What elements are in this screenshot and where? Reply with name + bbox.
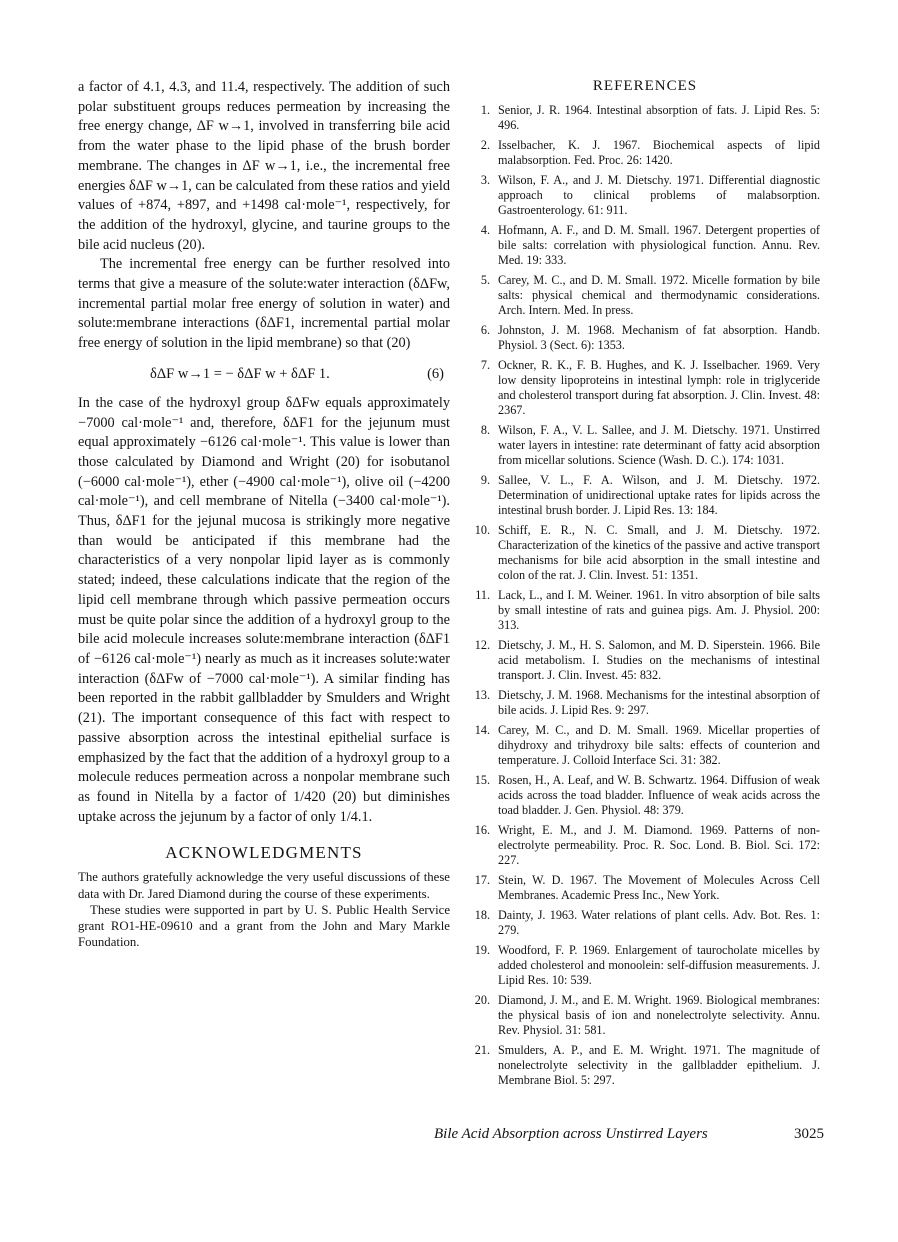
- reference-number: 2.: [480, 138, 490, 152]
- reference-text: Dietschy, J. M., H. S. Salomon, and M. D. Siperstein. 1966. Bile acid metabolism. I. Studies on the mechanisms of intestinal transport. J. Clin. Invest. 45: 832.: [498, 638, 820, 682]
- reference-text: Isselbacher, K. J. 1967. Biochemical aspects of lipid malabsorption. Fed. Proc. 26: 1420.: [498, 138, 820, 167]
- reference-number: 1.: [480, 103, 490, 117]
- reference-text: Senior, J. R. 1964. Intestinal absorption of fats. J. Lipid Res. 5: 496.: [498, 103, 820, 132]
- reference-text: Wilson, F. A., and J. M. Dietschy. 1971. Differential diagnostic approach to clinical problems of malabsorption. Gastroenterology. 61: 911.: [498, 173, 820, 217]
- body-paragraph-1: a factor of 4.1, 4.3, and 11.4, respectively. The addition of such polar substituent groups reduces permeation by increasing the free energy change, ΔF w→1, involved in transferring bile acid from the water phase to the lipid phase of the brush border membrane. The changes in ΔF w→1, i.e., the incremental free energies δΔF w→1, can be calculated from these ratios and yield values of +874, +897, and +1498 cal·mole⁻¹, respectively, for the addition of the hydroxyl, glycine, and taurine groups to the bile acid nucleus (20).: [78, 79, 450, 253]
- reference-text: Sallee, V. L., F. A. Wilson, and J. M. Dietschy. 1972. Determination of unidirectional uptake rates for lipids across the intestinal brush border. J. Lipid Res. 13: 184.: [498, 473, 820, 517]
- reference-number: 7.: [480, 358, 490, 372]
- reference-item: [470, 103, 820, 133]
- reference-item: [470, 473, 820, 518]
- reference-number: 16.: [474, 823, 490, 837]
- reference-text: Hofmann, A. F., and D. M. Small. 1967. Detergent properties of bile salts: correlation with physiological function. Annu. Rev. Med. 19: 333.: [498, 223, 820, 267]
- acknowledgments-section: [78, 869, 450, 950]
- reference-number: 21.: [474, 1043, 490, 1057]
- reference-item: [470, 523, 820, 583]
- reference-item: [470, 173, 820, 218]
- reference-item: [470, 588, 820, 633]
- acknowledgments-heading: ACKNOWLEDGMENTS: [165, 843, 363, 863]
- reference-text: Stein, W. D. 1967. The Movement of Molecules Across Cell Membranes. Academic Press Inc., New York.: [498, 873, 820, 902]
- equation-body: δΔF w→1 = − δΔF w + δΔF 1.: [150, 365, 330, 382]
- reference-number: 14.: [474, 723, 490, 737]
- reference-item: [470, 273, 820, 318]
- ack-paragraph-1: The authors gratefully acknowledge the very useful discussions of these data with Dr. Jared Diamond during the course of these experiments.: [78, 870, 450, 901]
- ack-paragraph-2: These studies were supported in part by U. S. Public Health Service grant RO1-HE-09610 and a grant from the John and Mary Markle Foundation.: [78, 902, 450, 950]
- reference-text: Wright, E. M., and J. M. Diamond. 1969. Patterns of non-electrolyte permeability. Proc. R. Soc. Lond. B. Biol. Sci. 172: 227.: [498, 823, 820, 867]
- page-number: 3025: [794, 1126, 824, 1142]
- reference-item: [470, 423, 820, 468]
- reference-number: 10.: [474, 523, 490, 537]
- reference-item: [470, 638, 820, 683]
- reference-number: 19.: [474, 943, 490, 957]
- reference-number: 3.: [480, 173, 490, 187]
- reference-text: Lack, L., and I. M. Weiner. 1961. In vitro absorption of bile salts by small intestine of rats and guinea pigs. Am. J. Physiol. 200: 313.: [498, 588, 820, 632]
- reference-number: 5.: [480, 273, 490, 287]
- references-column: [470, 78, 820, 1093]
- body-paragraph-3: In the case of the hydroxyl group δΔFw equals approximately −7000 cal·mole⁻¹ and, therefore, δΔF1 for the jejunum must equal approximately −6126 cal·mole⁻¹. This value is lower than those calculated by Diamond and Wright (20) for isobutanol (−6000 cal·mole⁻¹), ether (−4900 cal·mole⁻¹), olive oil (−4200 cal·mole⁻¹), and cell membrane of Nitella (−3400 cal·mole⁻¹). Thus, δΔF1 for the jejunal mucosa is strikingly more negative than would be anticipated if this membrane had the characteristics of a very nonpolar lipid layer as is commonly stated; indeed, these calculations indicate that the region of the lipid cell membrane through which passive permeation occurs must be quite polar since the addition of a hydroxyl group to the bile acid molecule increases solute:membrane interaction (δΔF1 of −6126 cal·mole⁻¹) nearly as much as it increases solute:water interaction (δΔFw of −7000 cal·mole⁻¹). A similar finding has been reported in the rabbit gallbladder by Smulders and Wright (21). The important consequence of this fact with respect to passive absorption across the intestinal epithelial surface is emphasized by the fact that the addition of a hydroxyl group to a molecule reduces permeation across a nonpolar membrane such as found in Nitella by a factor of 1/420 (20) but diminishes uptake across the jejunum by a factor of only 1/4.1.: [78, 394, 450, 825]
- reference-item: [470, 943, 820, 988]
- reference-number: 9.: [480, 473, 490, 487]
- reference-number: 13.: [474, 688, 490, 702]
- reference-number: 11.: [475, 588, 490, 602]
- reference-item: [470, 873, 820, 903]
- reference-text: Schiff, E. R., N. C. Small, and J. M. Dietschy. 1972. Characterization of the kinetics of the passive and active transport mechanisms for bile acid absorption in the small intestine and colon of the rat. J. Clin. Invest. 51: 1351.: [498, 523, 820, 582]
- left-column: [78, 78, 450, 950]
- reference-text: Ockner, R. K., F. B. Hughes, and K. J. Isselbacher. 1969. Very low density lipoproteins in intestinal lymph: role in triglyceride and cholesterol transport during fat absorption. J. Clin. Invest. 48: 2367.: [498, 358, 820, 417]
- equation-number: (6): [427, 365, 444, 382]
- running-title: Bile Acid Absorption across Unstirred Layers: [434, 1126, 708, 1142]
- reference-text: Woodford, F. P. 1969. Enlargement of taurocholate micelles by added cholesterol and monoolein: self-diffusion measurements. J. Lipid Res. 10: 539.: [498, 943, 820, 987]
- reference-item: [470, 908, 820, 938]
- reference-item: [470, 1043, 820, 1088]
- reference-item: [470, 323, 820, 353]
- reference-number: 8.: [480, 423, 490, 437]
- reference-list: [470, 103, 820, 1088]
- reference-number: 6.: [480, 323, 490, 337]
- reference-item: [470, 773, 820, 818]
- reference-text: Rosen, H., A. Leaf, and W. B. Schwartz. 1964. Diffusion of weak acids across the toad bladder. Influence of weak acids across the toad bladder. J. Gen. Physiol. 48: 379.: [498, 773, 820, 817]
- body-paragraph-2: The incremental free energy can be further resolved into terms that give a measure of the solute:water interaction (δΔFw, incremental partial molar free energy of solution in water) and solute:membrane interactions (δΔF1, incremental partial molar free energy of solution in the lipid membrane) so that (20): [78, 256, 450, 352]
- reference-text: Wilson, F. A., V. L. Sallee, and J. M. Dietschy. 1971. Unstirred water layers in intestine: rate determinant of fatty acid absorption from micellar solutions. Science (Wash. D. C.). 174: 1031.: [498, 423, 820, 467]
- reference-item: [470, 138, 820, 168]
- page-footer: [434, 1126, 824, 1143]
- reference-text: Dainty, J. 1963. Water relations of plant cells. Adv. Bot. Res. 1: 279.: [498, 908, 820, 937]
- reference-text: Diamond, J. M., and E. M. Wright. 1969. Biological membranes: the physical basis of ion and nonelectrolyte selectivity. Annu. Rev. Physiol. 31: 581.: [498, 993, 820, 1037]
- reference-item: [470, 688, 820, 718]
- reference-text: Carey, M. C., and D. M. Small. 1972. Micelle formation by bile salts: physical chemical and thermodynamic considerations. Arch. Intern. Med. In press.: [498, 273, 820, 317]
- equation-6: [78, 366, 450, 383]
- reference-text: Dietschy, J. M. 1968. Mechanisms for the intestinal absorption of bile acids. J. Lipid Res. 9: 297.: [498, 688, 820, 717]
- reference-text: Carey, M. C., and D. M. Small. 1969. Micellar properties of dihydroxy and trihydroxy bile salts: effects of counterion and temperature. J. Colloid Interface Sci. 31: 382.: [498, 723, 820, 767]
- reference-item: [470, 223, 820, 268]
- reference-number: 20.: [474, 993, 490, 1007]
- reference-item: [470, 993, 820, 1038]
- reference-item: [470, 358, 820, 418]
- reference-number: 18.: [474, 908, 490, 922]
- reference-item: [470, 723, 820, 768]
- reference-number: 15.: [474, 773, 490, 787]
- reference-text: Johnston, J. M. 1968. Mechanism of fat absorption. Handb. Physiol. 3 (Sect. 6): 1353.: [498, 323, 820, 352]
- references-heading: REFERENCES: [592, 78, 698, 94]
- reference-text: Smulders, A. P., and E. M. Wright. 1971. The magnitude of nonelectrolyte selectivity in the gallbladder epithelium. J. Membrane Biol. 5: 297.: [498, 1043, 820, 1087]
- reference-number: 12.: [474, 638, 490, 652]
- reference-item: [470, 823, 820, 868]
- reference-number: 4.: [480, 223, 490, 237]
- reference-number: 17.: [474, 873, 490, 887]
